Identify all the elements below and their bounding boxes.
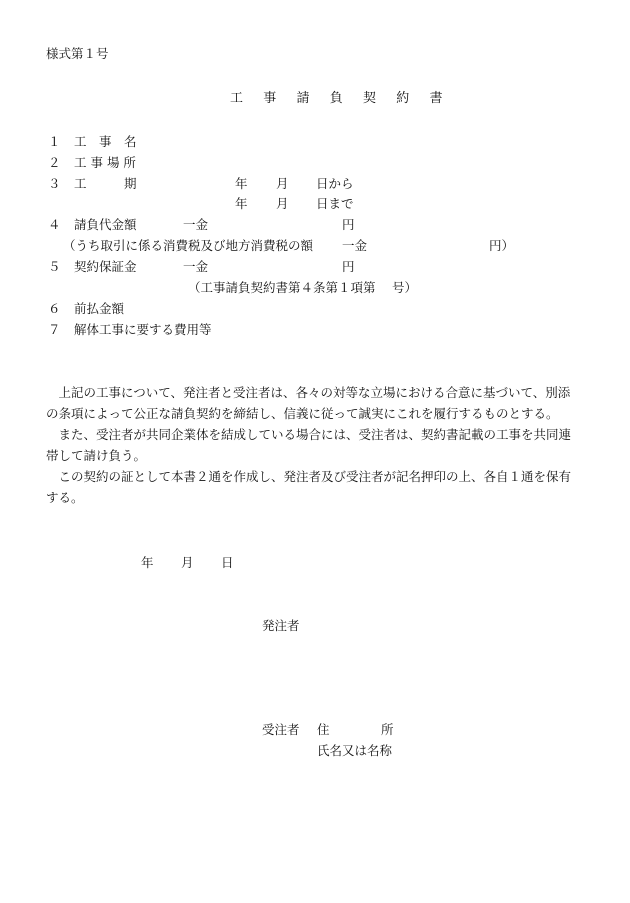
item-number-1: １: [48, 134, 61, 149]
deposit-yen: 円: [342, 259, 355, 274]
tax-amount-label: （うち取引に係る消費税及び地方消費税の額: [63, 238, 314, 253]
clause-reference: （工事請負契約書第４条第１項第 号）: [188, 280, 417, 295]
body-paragraph-3: この契約の証として本書２通を作成し、発注者及び受注者が記名押印の上、各自１通を保有する。: [46, 469, 572, 505]
item-label-demolition-cost: 解体工事に要する費用等: [74, 322, 212, 337]
contractor-address-label-2: 所: [381, 722, 394, 737]
period-from-day: 日から: [316, 176, 354, 191]
period-until-day: 日まで: [316, 196, 354, 211]
contractor-address-label-1: 住: [317, 722, 330, 737]
document-title: 工 事 請 負 契 約 書: [230, 91, 451, 106]
contract-amount-prefix: 一金: [183, 217, 209, 232]
item-number-4: ４: [48, 217, 61, 232]
item-number-5: ５: [48, 259, 61, 274]
contractor-label: 受注者: [262, 722, 300, 737]
body-paragraph-1: 上記の工事について、発注者と受注者は、各々の対等な立場における合意に基づいて、別添の条項によって公正な請負契約を締結し、信義に従って誠実にこれを履行するものとする。: [46, 385, 571, 421]
date-year: 年: [141, 555, 154, 570]
tax-amount-yen: 円）: [489, 238, 515, 253]
period-until-month: 月: [276, 196, 289, 211]
item-number-6: ６: [48, 301, 61, 316]
item-label-period: 工 期: [74, 176, 137, 191]
item-label-advance-payment: 前払金額: [74, 301, 125, 316]
orderer-label: 発注者: [262, 618, 300, 633]
deposit-prefix: 一金: [183, 259, 209, 274]
tax-amount-prefix: 一金: [342, 238, 368, 253]
item-label-project-name: 工 事 名: [74, 134, 137, 149]
item-label-deposit: 契約保証金: [74, 259, 137, 274]
contract-amount-yen: 円: [342, 217, 355, 232]
date-day: 日: [221, 555, 234, 570]
form-number: 様式第１号: [46, 46, 109, 61]
item-number-7: ７: [48, 322, 61, 337]
item-label-site: 工 事 場 所: [74, 155, 136, 170]
date-month: 月: [181, 555, 194, 570]
body-paragraph-2: また、受注者が共同企業体を結成している場合には、受注者は、契約書記載の工事を共同連帯して請け負う。: [46, 427, 572, 463]
period-from-month: 月: [276, 176, 289, 191]
item-number-3: ３: [48, 176, 61, 191]
contractor-name-label: 氏名又は名称: [317, 743, 393, 758]
period-until-year: 年: [235, 196, 248, 211]
period-from-year: 年: [235, 176, 248, 191]
item-label-contract-amount: 請負代金額: [74, 217, 137, 232]
item-number-2: ２: [48, 155, 61, 170]
contract-body: [46, 382, 582, 508]
